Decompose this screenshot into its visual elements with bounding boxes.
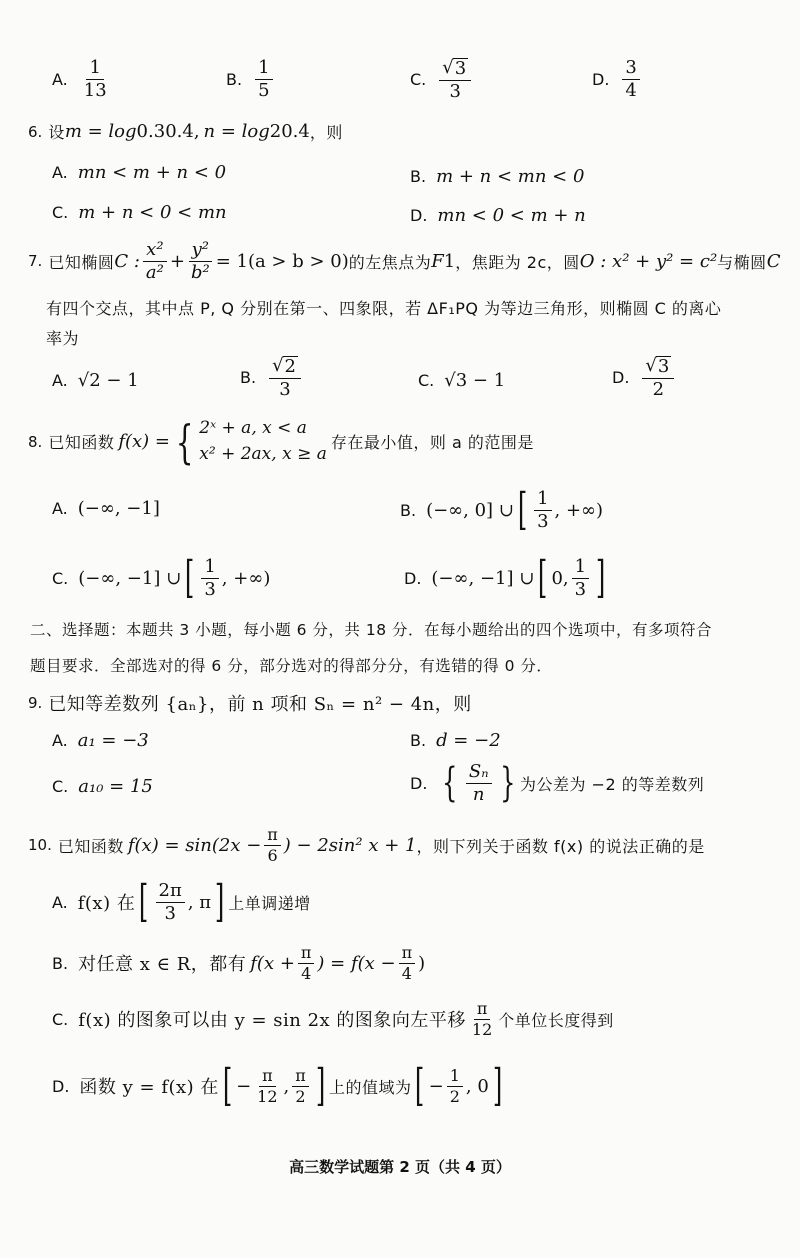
q9-option-c: C. a₁₀ = 15 bbox=[52, 776, 153, 797]
q6-option-a: A. mn < m + n < 0 bbox=[52, 162, 227, 183]
q8-option-a: A. (−∞, −1] bbox=[52, 498, 160, 519]
question-number: 10. bbox=[28, 836, 52, 855]
question-number: 9. bbox=[28, 694, 43, 712]
option-label: C. bbox=[410, 70, 427, 90]
fraction: $\frac{1}{3}$ bbox=[534, 489, 551, 532]
q10-option-a: A. f(x) 在 [ $\frac{2\pi}{3}$ , π ] 上单调递增 bbox=[52, 876, 311, 927]
fraction: $\frac{\text{x²}}{\text{a²}}$ bbox=[143, 240, 167, 283]
q7-stem-line2: 有四个交点，其中点 P, Q 分别在第一、四象限，若 ΔF₁PQ 为等边三角形，则椭圆 C 的离心 bbox=[46, 299, 722, 318]
fraction: $\frac{\pi}{4}$ bbox=[399, 944, 416, 982]
page-footer: 高三数学试题第 2 页（共 4 页） bbox=[289, 1158, 511, 1176]
q6-stem: 6. 设 m = log 0.3 0.4, n = log 2 0.4 ，则 bbox=[28, 121, 343, 142]
fraction: $\frac{\pi}{6}$ bbox=[264, 826, 281, 864]
q10-option-d: D. 函数 y = f(x) 在 [ − $\frac{\pi}{12}$ , $\frac{\pi}{2}$ ] 上的值域为 [ − $\frac{1}{2}$ , 0 ] bbox=[52, 1060, 503, 1111]
question-number: 6. bbox=[28, 122, 43, 141]
fraction: $\frac{\text{y²}}{\text{b²}}$ bbox=[188, 240, 213, 283]
q5-option-a bbox=[52, 58, 113, 101]
q7-option-a: A. √2 − 1 bbox=[52, 370, 139, 391]
q7-option-c: C. √3 − 1 bbox=[418, 370, 506, 391]
q7-stem-line1: 7. 已知椭圆 C : $\frac{\text{x²}}{\text{a²}}$ + $\frac{\text{y²}}{\text{b²}}$ = 1(a > b > 0) 的左焦点为 F 1 ，焦距为 2c，圆 O : x² + y² = c² 与椭圆 C bbox=[28, 239, 781, 283]
fraction: $\frac{\pi}{12}$ bbox=[471, 999, 493, 1039]
q9-stem: 9. 已知等差数列 {aₙ}，前 n 项和 Sₙ = n² − 4n，则 bbox=[28, 694, 472, 715]
q9-option-d: D. { $\frac{\text{Sₙ}}{n}$ } 为公差为 −2 的等差数列 bbox=[410, 760, 705, 807]
fraction: $\frac{1}{13}$ bbox=[83, 57, 107, 101]
fraction: $\frac{2\pi}{3}$ bbox=[156, 881, 185, 924]
fraction: $\frac{\pi}{4}$ bbox=[298, 944, 315, 982]
fraction: $\frac{\text{Sₙ}}{n}$ bbox=[466, 762, 492, 805]
q8-option-c: C. (−∞, −1] ∪ [ $\frac{1}{3}$ , +∞) bbox=[52, 552, 271, 603]
q6-option-d: D. mn < 0 < m + n bbox=[410, 205, 586, 226]
fraction: $\frac{1}{3}$ bbox=[201, 557, 218, 600]
q10-option-c: C. f(x) 的图象可以由 y = sin 2x 的图象向左平移 $\frac{\pi}{12}$ 个单位长度得到 bbox=[52, 999, 614, 1039]
fraction: $\frac{\pi}{2}$ bbox=[292, 1067, 309, 1105]
fraction: $\frac{\pi}{12}$ bbox=[257, 1065, 278, 1106]
q5-option-d bbox=[592, 58, 643, 101]
q10-stem: 10. 已知函数 f(x) = sin(2x − $\frac{\pi}{6}$ ) − 2sin² x + 1 ，则下列关于函数 f(x) 的说法正确的是 bbox=[28, 825, 705, 865]
option-label: B. bbox=[226, 69, 243, 89]
section2-instructions-line1: 二、选择题：本题共 3 小题，每小题 6 分，共 18 分．在每小题给出的四个选项中，有多项符合 bbox=[30, 621, 713, 639]
q9-option-a: A. a₁ = −3 bbox=[52, 730, 149, 751]
q8-option-d: D. (−∞, −1] ∪ [ 0, $\frac{1}{3}$ ] bbox=[404, 552, 606, 603]
fraction: $\frac{1}{5}$ bbox=[255, 58, 272, 101]
q5-option-b bbox=[226, 58, 276, 101]
q10-option-b: B. 对任意 x ∈ R，都有 f(x + $\frac{\pi}{4}$ ) = f(x − $\frac{\pi}{4}$ ) bbox=[52, 943, 426, 983]
fraction: √ 2 3 bbox=[269, 356, 301, 400]
question-number: 7. bbox=[28, 252, 43, 271]
option-label: D. bbox=[592, 69, 610, 89]
q5-option-c bbox=[410, 58, 474, 102]
piecewise-cases: 2ˣ + a, x < a x² + 2ax, x ≥ a bbox=[199, 418, 327, 464]
fraction: √ 3 3 bbox=[439, 58, 471, 102]
fraction: √ 3 2 bbox=[642, 356, 674, 400]
fraction: $\frac{1}{3}$ bbox=[572, 557, 589, 600]
fraction: $\frac{1}{2}$ bbox=[447, 1067, 463, 1105]
q7-option-b: B. √ 2 3 bbox=[240, 356, 304, 400]
q8-option-b: B. (−∞, 0] ∪ [ $\frac{1}{3}$ , +∞) bbox=[400, 484, 604, 535]
question-number: 8. bbox=[28, 432, 43, 451]
q7-stem-line3: 率为 bbox=[46, 329, 80, 348]
q6-option-c: C. m + n < 0 < mn bbox=[52, 202, 227, 223]
left-brace: { bbox=[175, 414, 194, 469]
option-label: A. bbox=[52, 69, 68, 89]
fraction: $\frac{3}{4}$ bbox=[622, 58, 639, 101]
q6-option-b: B. m + n < mn < 0 bbox=[410, 166, 585, 187]
q8-stem: 8. 已知函数 f(x) = { 2ˣ + a, x < a x² + 2ax, x ≥ a 存在最小值，则 a 的范围是 bbox=[28, 414, 534, 469]
q7-option-d: D. √ 3 2 bbox=[612, 356, 677, 400]
sqrt: √ 3 bbox=[442, 57, 467, 79]
q9-option-b: B. d = −2 bbox=[410, 730, 501, 751]
section2-instructions-line2: 题目要求．全部选对的得 6 分，部分选对的得部分分，有选错的得 0 分． bbox=[30, 657, 553, 675]
